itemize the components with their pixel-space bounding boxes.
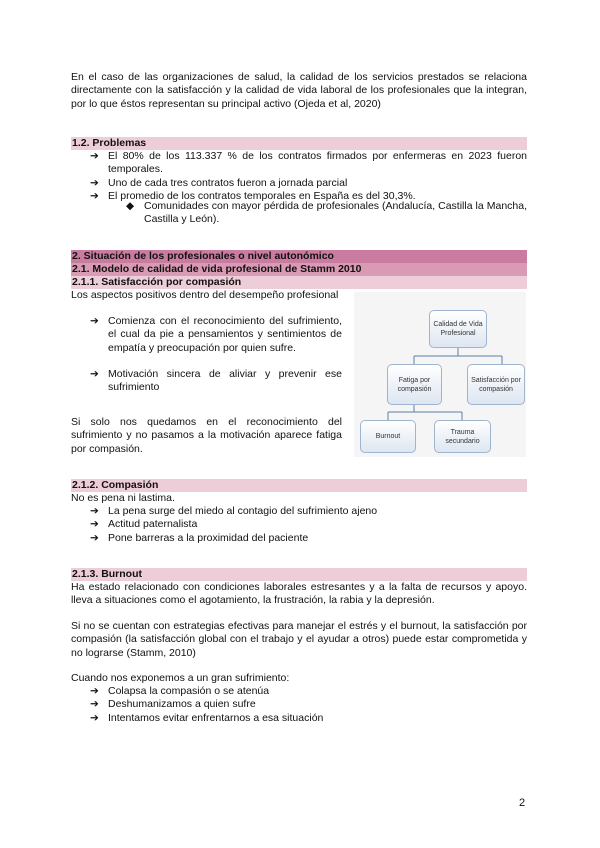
list-item: ➔ Comienza con el reconocimiento del sufrimiento, el cual da pie a pensamientos y sentimientos de empatía y preocupación por quien sufre. bbox=[90, 315, 342, 354]
arrow-bullet-icon: ➔ bbox=[90, 367, 99, 380]
arrow-bullet-icon: ➔ bbox=[90, 505, 99, 517]
arrow-bullet-icon: ➔ bbox=[90, 698, 99, 711]
quality-of-life-diagram bbox=[354, 292, 526, 457]
list-item: ➔ Motivación sincera de aliviar y prevenir ese sufrimiento bbox=[90, 367, 342, 394]
list-item: ➔ Deshumanizamos a quien sufre bbox=[90, 698, 256, 711]
diagram-satisfaction-node: Satisfacción por compasión bbox=[467, 364, 525, 405]
intro-paragraph: En el caso de las organizaciones de salud, la calidad de los servicios prestados se relaciona directamente con la satisfacción y la calidad de vida laboral de los profesionales que la integran, por lo que éstos representan su principal activo (Ojeda et al, 2020) bbox=[71, 71, 527, 110]
compassion-list bbox=[90, 505, 527, 545]
list-item: ➔ El promedio de los contratos temporales en España es del 30,3%. bbox=[90, 189, 416, 202]
diagram-burnout-node: Burnout bbox=[360, 420, 416, 453]
fatigue-paragraph: Si solo nos quedamos en el reconocimiento del sufrimiento y no pasamos a la motivación aparece fatiga por compasión. bbox=[71, 416, 342, 455]
section-2-heading: 2. Situación de los profesionales o nivel autonómico bbox=[71, 250, 527, 263]
arrow-bullet-icon: ➔ bbox=[90, 518, 99, 531]
arrow-bullet-icon: ➔ bbox=[90, 189, 99, 202]
burnout-list bbox=[90, 685, 527, 725]
arrow-bullet-icon: ➔ bbox=[90, 711, 99, 724]
satisfaction-list bbox=[90, 315, 342, 394]
diagram-trauma-node: Trauma secundario bbox=[434, 420, 491, 453]
diagram-root-node: Calidad de Vida Profesional bbox=[429, 310, 487, 348]
list-item: ➔ Pone barreras a la proximidad del paciente bbox=[90, 531, 309, 544]
arrow-bullet-icon: ➔ bbox=[90, 176, 99, 189]
section-2-1-3-heading: 2.1.3. Burnout bbox=[71, 568, 527, 581]
compassion-intro: No es pena ni lastima. bbox=[71, 492, 175, 504]
burnout-paragraph-2: Si no se cuentan con estrategias efectivas para manejar el estrés y el burnout, la satisfacción por compasión (la satisfacción global con el trabajo y el ayudar a otros) puede estar comprometida y no lograrse (Stamm, 2010) bbox=[71, 620, 527, 659]
list-item: ➔ La pena surge del miedo al contagio del sufrimiento ajeno bbox=[90, 505, 378, 517]
diagram-fatigue-node: Fatiga por compasión bbox=[387, 364, 442, 405]
arrow-bullet-icon: ➔ bbox=[90, 315, 99, 327]
burnout-paragraph-1: Ha estado relacionado con condiciones laborales estresantes y a la falta de recursos y apoyo. lleva a situaciones como el agotamiento, la frustración, la rabia y la depresión. bbox=[71, 581, 527, 607]
list-item: ➔ Actitud paternalista bbox=[90, 518, 198, 531]
section-2-1-heading: 2.1. Modelo de calidad de vida profesional de Stamm 2010 bbox=[71, 263, 527, 276]
page-number: 2 bbox=[519, 797, 526, 809]
arrow-bullet-icon: ➔ bbox=[90, 150, 99, 162]
diamond-bullet-icon: ◆ bbox=[126, 200, 135, 212]
list-item: ➔ Intentamos evitar enfrentarnos a esa situación bbox=[90, 711, 324, 724]
problems-sublist bbox=[126, 200, 527, 227]
list-item: ➔ Colapsa la compasión o se atenúa bbox=[90, 685, 270, 697]
list-item: ◆ Comunidades con mayor pérdida de profesionales (Andalucía, Castilla la Mancha, Castilla y León). bbox=[126, 200, 527, 226]
list-item: ➔ Uno de cada tres contratos fueron a jornada parcial bbox=[90, 176, 348, 189]
problems-list bbox=[90, 150, 527, 203]
list-item: ➔ El 80% de los 113.337 % de los contratos firmados por enfermeras en 2023 fueron temporales. bbox=[90, 150, 527, 176]
arrow-bullet-icon: ➔ bbox=[90, 531, 99, 544]
problems-heading: 1.2. Problemas bbox=[71, 137, 527, 150]
section-2-1-1-heading: 2.1.1. Satisfacción por compasión bbox=[71, 276, 527, 289]
arrow-bullet-icon: ➔ bbox=[90, 685, 99, 697]
section-2-1-2-heading: 2.1.2. Compasión bbox=[71, 479, 527, 492]
positive-aspects-text: Los aspectos positivos dentro del desempeño profesional bbox=[71, 289, 339, 301]
burnout-paragraph-3: Cuando nos exponemos a un gran sufrimiento: bbox=[71, 672, 290, 684]
